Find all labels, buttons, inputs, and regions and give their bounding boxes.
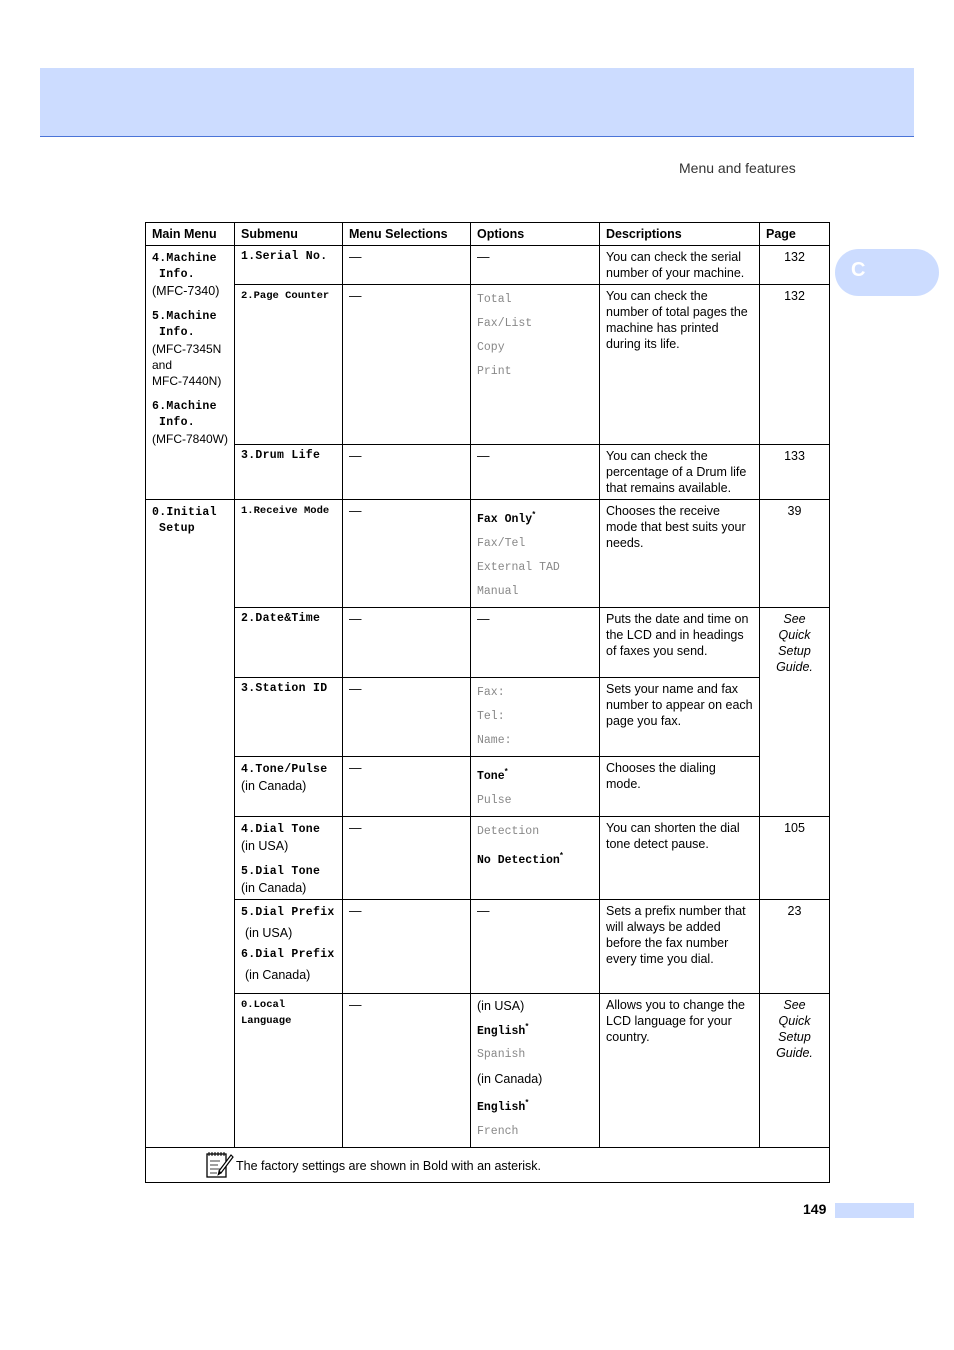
options-local-language: (in USA) English* Spanish (in Canada) English* French [471, 993, 600, 1148]
submenu-serial: 1.Serial No. [235, 246, 343, 285]
selection-dash: — [343, 500, 471, 608]
desc-page-counter: You can check the number of total pages the machine has printed during its life. [600, 285, 760, 445]
selection-dash: — [343, 756, 471, 816]
selection-dash: — [343, 445, 471, 500]
table-row [146, 816, 830, 899]
col-descriptions: Descriptions [600, 223, 760, 246]
submenu-page-counter: 2.Page Counter [235, 285, 343, 445]
page-serial: 132 [760, 246, 830, 285]
desc-receive-mode: Chooses the receive mode that best suits your needs. [600, 500, 760, 608]
page-number-bar [835, 1203, 914, 1218]
selection-dash: — [343, 899, 471, 993]
table-row [146, 899, 830, 993]
selection-dash: — [343, 285, 471, 445]
page-see-quick-setup: See Quick Setup Guide. [760, 993, 830, 1148]
desc-tone-pulse: Chooses the dialing mode. [600, 756, 760, 816]
col-page: Page [760, 223, 830, 246]
note-row [146, 1148, 830, 1183]
table-header-row [146, 223, 830, 246]
selection-dash: — [343, 246, 471, 285]
page-receive-mode: 39 [760, 500, 830, 608]
options-station-id: Fax: Tel: Name: [471, 677, 600, 756]
menu-table [145, 222, 830, 1183]
chapter-letter: C [851, 259, 866, 281]
option-dash: — [471, 899, 600, 993]
submenu-drum-life: 3.Drum Life [235, 445, 343, 500]
note-pencil-icon [204, 1149, 234, 1179]
submenu-receive-mode: 1.Receive Mode [235, 500, 343, 608]
main-menu-machine-info: 4.Machine Info. (MFC-7340) 5.Machine Info. (MFC-7345N and MFC-7440N) 6.Machine Info. (MFC-7840W) [146, 246, 235, 500]
table-row [146, 993, 830, 1148]
col-main-menu: Main Menu [146, 223, 235, 246]
desc-dial-prefix: Sets a prefix number that will always be added before the fax number every time you dial. [600, 899, 760, 993]
submenu-tone-pulse: 4.Tone/Pulse (in Canada) [235, 756, 343, 816]
options-receive-mode: Fax Only* Fax/Tel External TAD Manual [471, 500, 600, 608]
desc-dial-tone: You can shorten the dial tone detect pause. [600, 816, 760, 899]
options-tone-pulse: Tone* Pulse [471, 756, 600, 816]
selection-dash: — [343, 677, 471, 756]
col-options: Options [471, 223, 600, 246]
desc-station-id: Sets your name and fax number to appear on each page you fax. [600, 677, 760, 756]
table-row [146, 677, 830, 756]
main-menu-initial-setup: 0.Initial Setup [146, 500, 235, 1148]
page-dial-prefix: 23 [760, 899, 830, 993]
table-row [146, 285, 830, 445]
option-dash: — [471, 607, 600, 677]
desc-drum-life: You can check the percentage of a Drum life that remains available. [600, 445, 760, 500]
desc-date-time: Puts the date and time on the LCD and in headings of faxes you send. [600, 607, 760, 677]
desc-serial: You can check the serial number of your machine. [600, 246, 760, 285]
submenu-date-time: 2.Date&Time [235, 607, 343, 677]
selection-dash: — [343, 993, 471, 1148]
table-row [146, 756, 830, 816]
option-dash: — [471, 246, 600, 285]
submenu-station-id: 3.Station ID [235, 677, 343, 756]
option-dash: — [471, 445, 600, 500]
running-title: Menu and features [679, 160, 796, 176]
desc-local-language: Allows you to change the LCD language for your country. [600, 993, 760, 1148]
page-number: 149 [803, 1201, 827, 1217]
options-page-counter: Total Fax/List Copy Print [471, 285, 600, 445]
col-menu-selections: Menu Selections [343, 223, 471, 246]
submenu-local-language: 0.Local Language [235, 993, 343, 1148]
table-row [146, 246, 830, 285]
header-band [40, 68, 914, 137]
page-drum-life: 133 [760, 445, 830, 500]
note-text: The factory settings are shown in Bold with an asterisk. [236, 1159, 542, 1174]
selection-dash: — [343, 816, 471, 899]
submenu-dial-prefix: 5.Dial Prefix (in USA) 6.Dial Prefix (in Canada) [235, 899, 343, 993]
selection-dash: — [343, 607, 471, 677]
submenu-dial-tone: 4.Dial Tone (in USA) 5.Dial Tone (in Canada) [235, 816, 343, 899]
page-page-counter: 132 [760, 285, 830, 445]
page-dial-tone: 105 [760, 816, 830, 899]
table-row [146, 500, 830, 608]
col-submenu: Submenu [235, 223, 343, 246]
table-row [146, 607, 830, 677]
page-see-quick-setup: See Quick Setup Guide. [760, 607, 830, 816]
options-dial-tone: Detection No Detection* [471, 816, 600, 899]
table-row [146, 445, 830, 500]
chapter-tab [835, 249, 939, 296]
